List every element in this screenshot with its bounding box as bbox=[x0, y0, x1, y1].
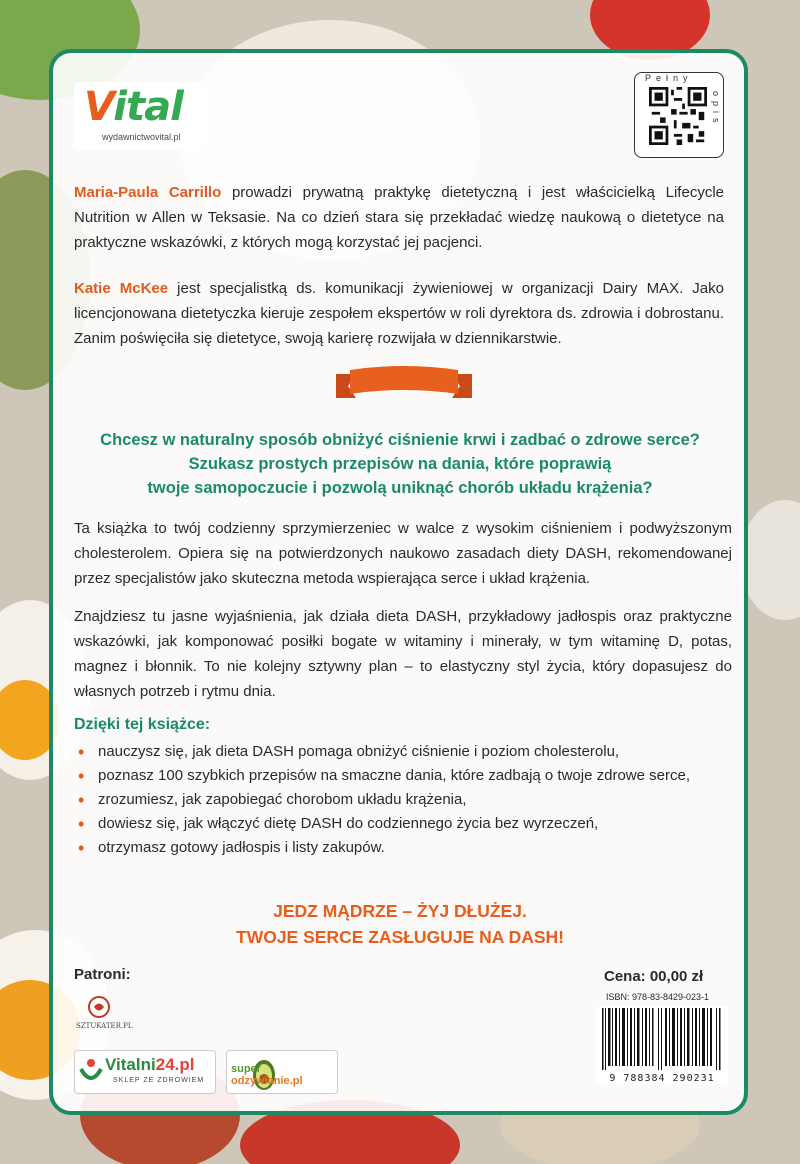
author-bio-carrillo bbox=[74, 180, 724, 255]
publisher-logo bbox=[74, 82, 206, 150]
benefits-list bbox=[74, 740, 734, 860]
vitalni24-figure-icon bbox=[79, 1057, 103, 1087]
superodzywianie-name: superodzywianie.pl bbox=[231, 1063, 303, 1087]
author-bio-text: jest specjalistką ds. komunikacji żywieniowej w organizacji Dairy MAX. Jako licencjonowana dietetyczka kieruje zespołem ekspertów w roli dyrektora ds. zdrowia i dobrostanu. Zanim poświęciła się dietetyce, swoją karierę rozwijała w dziennikarstwie. bbox=[74, 280, 724, 347]
author-name: Maria-Paula Carrillo bbox=[74, 184, 222, 201]
price-label: Cena: 00,00 zł bbox=[604, 968, 704, 985]
qr-code-box[interactable] bbox=[634, 72, 724, 158]
question-line: Chcesz w naturalny sposób obniżyć ciśnienie krwi i zadbać o zdrowe serce? bbox=[100, 431, 700, 449]
question-line: Szukasz prostych przepisów na dania, które poprawią bbox=[188, 455, 612, 473]
list-item: • poznasz 100 szybkich przepisów na smaczne dania, które zadbają o twoje zdrowe serce, bbox=[78, 766, 690, 786]
lead-questions bbox=[70, 428, 730, 500]
bullet-icon: • bbox=[78, 838, 85, 858]
superodzywianie-logo[interactable] bbox=[226, 1050, 338, 1094]
list-item: • otrzymasz gotowy jadłospis i listy zakupów. bbox=[78, 838, 385, 858]
vitalni24-logo[interactable] bbox=[74, 1050, 216, 1094]
list-item: • nauczysz się, jak dieta DASH pomaga obniżyć ciśnienie i poziom cholesterolu, bbox=[78, 742, 620, 762]
list-item: • dowiesz się, jak włączyć dietę DASH do codziennego życia bez wyrzeczeń, bbox=[78, 814, 599, 834]
slogan-line: JEDZ MĄDRZE – ŻYJ DŁUŻEJ. bbox=[273, 901, 527, 921]
barcode-icon bbox=[596, 1006, 728, 1070]
slogan bbox=[100, 898, 700, 950]
author-bio-mckee bbox=[74, 276, 724, 351]
barcode bbox=[596, 1006, 728, 1084]
logo-wordmark: Vital bbox=[84, 84, 183, 130]
description-paragraph: Znajdziesz tu jasne wyjaśnienia, jak działa dieta DASH, przykładowy jadłospis oraz praktyczne wskazówki, jak komponować posiłki bogate w witaminy i minerały, w tym witaminę D, potas, magnez i błonnik. To nie kolejny sztywny plan – to elastyczny styl życia, który dopasujesz do własnych potrzeb i rytmu dnia. bbox=[74, 608, 732, 700]
slogan-line: TWOJE SERCE ZASŁUGUJE NA DASH! bbox=[236, 927, 564, 947]
qr-code-icon bbox=[649, 87, 707, 145]
isbn-label: ISBN: 978-83-8429-023-1 bbox=[606, 992, 710, 1002]
ribbon-divider-icon bbox=[336, 364, 472, 410]
sztukater-logo-icon bbox=[86, 994, 112, 1020]
qr-side-label: opis bbox=[711, 91, 721, 128]
question-line: twoje samopoczucie i pozwolą uniknąć chorób układu krążenia? bbox=[147, 479, 653, 497]
vitalni24-name: Vitalni24.pl bbox=[105, 1055, 195, 1074]
sztukater-label: SZTUKATER.PL bbox=[76, 1022, 133, 1030]
barcode-number: 9 788384 290231 bbox=[609, 1073, 715, 1084]
bullet-icon: • bbox=[78, 742, 85, 762]
patrons-label: Patroni: bbox=[74, 966, 131, 983]
bullet-icon: • bbox=[78, 766, 85, 786]
vitalni24-tagline: SKLEP ZE ZDROWIEM bbox=[113, 1077, 205, 1084]
publisher-url: wydawnictwovital.pl bbox=[102, 132, 181, 142]
bullet-icon: • bbox=[78, 790, 85, 810]
description-paragraph: Ta książka to twój codzienny sprzymierzeniec w walce z wysokim ciśnieniem i podwyższonym cholesterolem. Opiera się na potwierdzonych naukowo zasadach diety DASH, rekomendowanej przez specjalistów jako skuteczna metoda wspierająca serce i układ krążenia. bbox=[74, 520, 732, 587]
bullet-icon: • bbox=[78, 814, 85, 834]
qr-label: Pełny bbox=[645, 73, 693, 83]
benefits-heading: Dzięki tej książce: bbox=[74, 716, 211, 733]
author-name: Katie McKee bbox=[74, 280, 169, 297]
list-item: • zrozumiesz, jak zapobiegać chorobom układu krążenia, bbox=[78, 790, 467, 810]
author-bio-text: prowadzi prywatną praktykę dietetyczną i jest właścicielką Lifecycle Nutrition w Allen w Teksasie. Na co dzień stara się przekładać wiedzę naukową o dietetyce na praktyczne wskazówki, z których mogą korzystać jej pacjenci. bbox=[74, 184, 724, 251]
